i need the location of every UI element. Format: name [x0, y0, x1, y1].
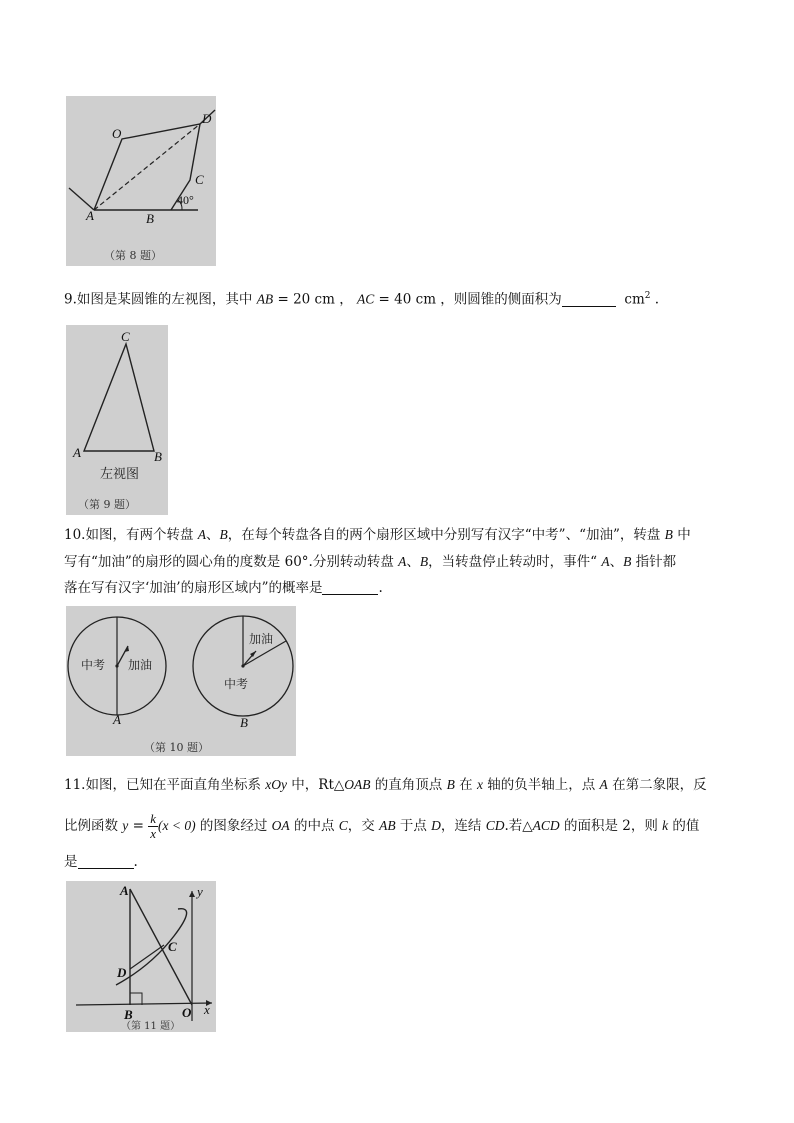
figure-11-drawing	[66, 881, 216, 1032]
fig11-label-o: O	[182, 1005, 192, 1020]
fig8-label-a: A	[86, 208, 94, 223]
fig8-angle-label: 40°	[177, 193, 194, 207]
question-11-line-3: 是 .	[64, 854, 138, 870]
spinner-a-name: A	[113, 712, 121, 727]
fig9-view-label: 左视图	[100, 467, 140, 482]
spinner-a-zk: 中考	[81, 658, 106, 672]
fig11-label-x: x	[204, 1002, 210, 1017]
q10-answer-blank[interactable]	[322, 580, 378, 595]
spinner-a-jy: 加油	[128, 658, 153, 672]
spinner-b-zk: 中考	[224, 677, 249, 691]
q9-answer-blank[interactable]	[562, 292, 616, 307]
figure-9-drawing	[66, 325, 168, 515]
fig11-label-d: D	[117, 965, 127, 980]
fig8-caption: （第 8 题）	[104, 249, 162, 262]
fig11-label-a: A	[120, 883, 129, 898]
figure-11	[66, 881, 216, 1032]
fig8-label-c: C	[195, 172, 204, 187]
fig11-label-c: C	[168, 939, 177, 954]
fig11-label-y: y	[197, 884, 203, 899]
figure-8	[66, 96, 216, 266]
spinner-b-jy: 加油	[249, 632, 274, 646]
fig10-caption: （第 10 题）	[144, 741, 209, 754]
q11-answer-blank[interactable]	[78, 854, 134, 869]
question-11-line-2: 比例函数 y = $\frac{k}{x}$ (x < 0) 的图象经过 OA 的中点 C，交 AB 于点 D，连结 CD.若△ACD 的面积是 2，则 k 的值	[64, 811, 700, 841]
q9-number: 9.	[64, 291, 77, 308]
question-9: 9.如图是某圆锥的左视图，其中 AB = 20 cm ， AC = 40 cm ，则圆锥的侧面积为 $cm^2$ .	[64, 291, 660, 308]
fig9-label-a: A	[73, 445, 81, 460]
fig8-label-o: O	[112, 126, 122, 141]
question-10-line-2: 写有“加油”的扇形的圆心角的度数是 60°.分别转动转盘 A、B，当转盘停止转动时，事件“ A、B 指针都	[64, 554, 677, 570]
fig9-label-c: C	[121, 329, 130, 344]
spinner-b-name: B	[240, 715, 248, 730]
question-11-line-1: 11.如图，已知在平面直角坐标系 xOy 中，Rt△OAB 的直角顶点 B 在 x 轴的负半轴上，点 A 在第二象限，反	[64, 777, 707, 793]
figure-8-drawing	[66, 96, 216, 266]
fig9-label-b: B	[154, 449, 162, 464]
figure-9	[66, 325, 168, 515]
figure-10	[66, 606, 296, 756]
fig11-label-b: B	[124, 1007, 133, 1022]
fig8-label-b: B	[146, 211, 154, 226]
figure-10-drawing	[66, 606, 296, 756]
q11-fraction: $\frac{k}{x}$	[150, 811, 156, 841]
question-10-line-3: 落在写有汉字‘加油’的扇形区域内”的概率是 .	[64, 580, 383, 596]
question-10-line-1: 10.如图，有两个转盘 A、B，在每个转盘各自的两个扇形区域中分别写有汉字“中考”、“加油”，转盘 B 中	[64, 527, 691, 543]
fig8-label-d: D	[202, 111, 212, 126]
fig11-caption: （第 11 题）	[121, 1021, 181, 1032]
fig9-caption: （第 9 题）	[78, 498, 136, 511]
